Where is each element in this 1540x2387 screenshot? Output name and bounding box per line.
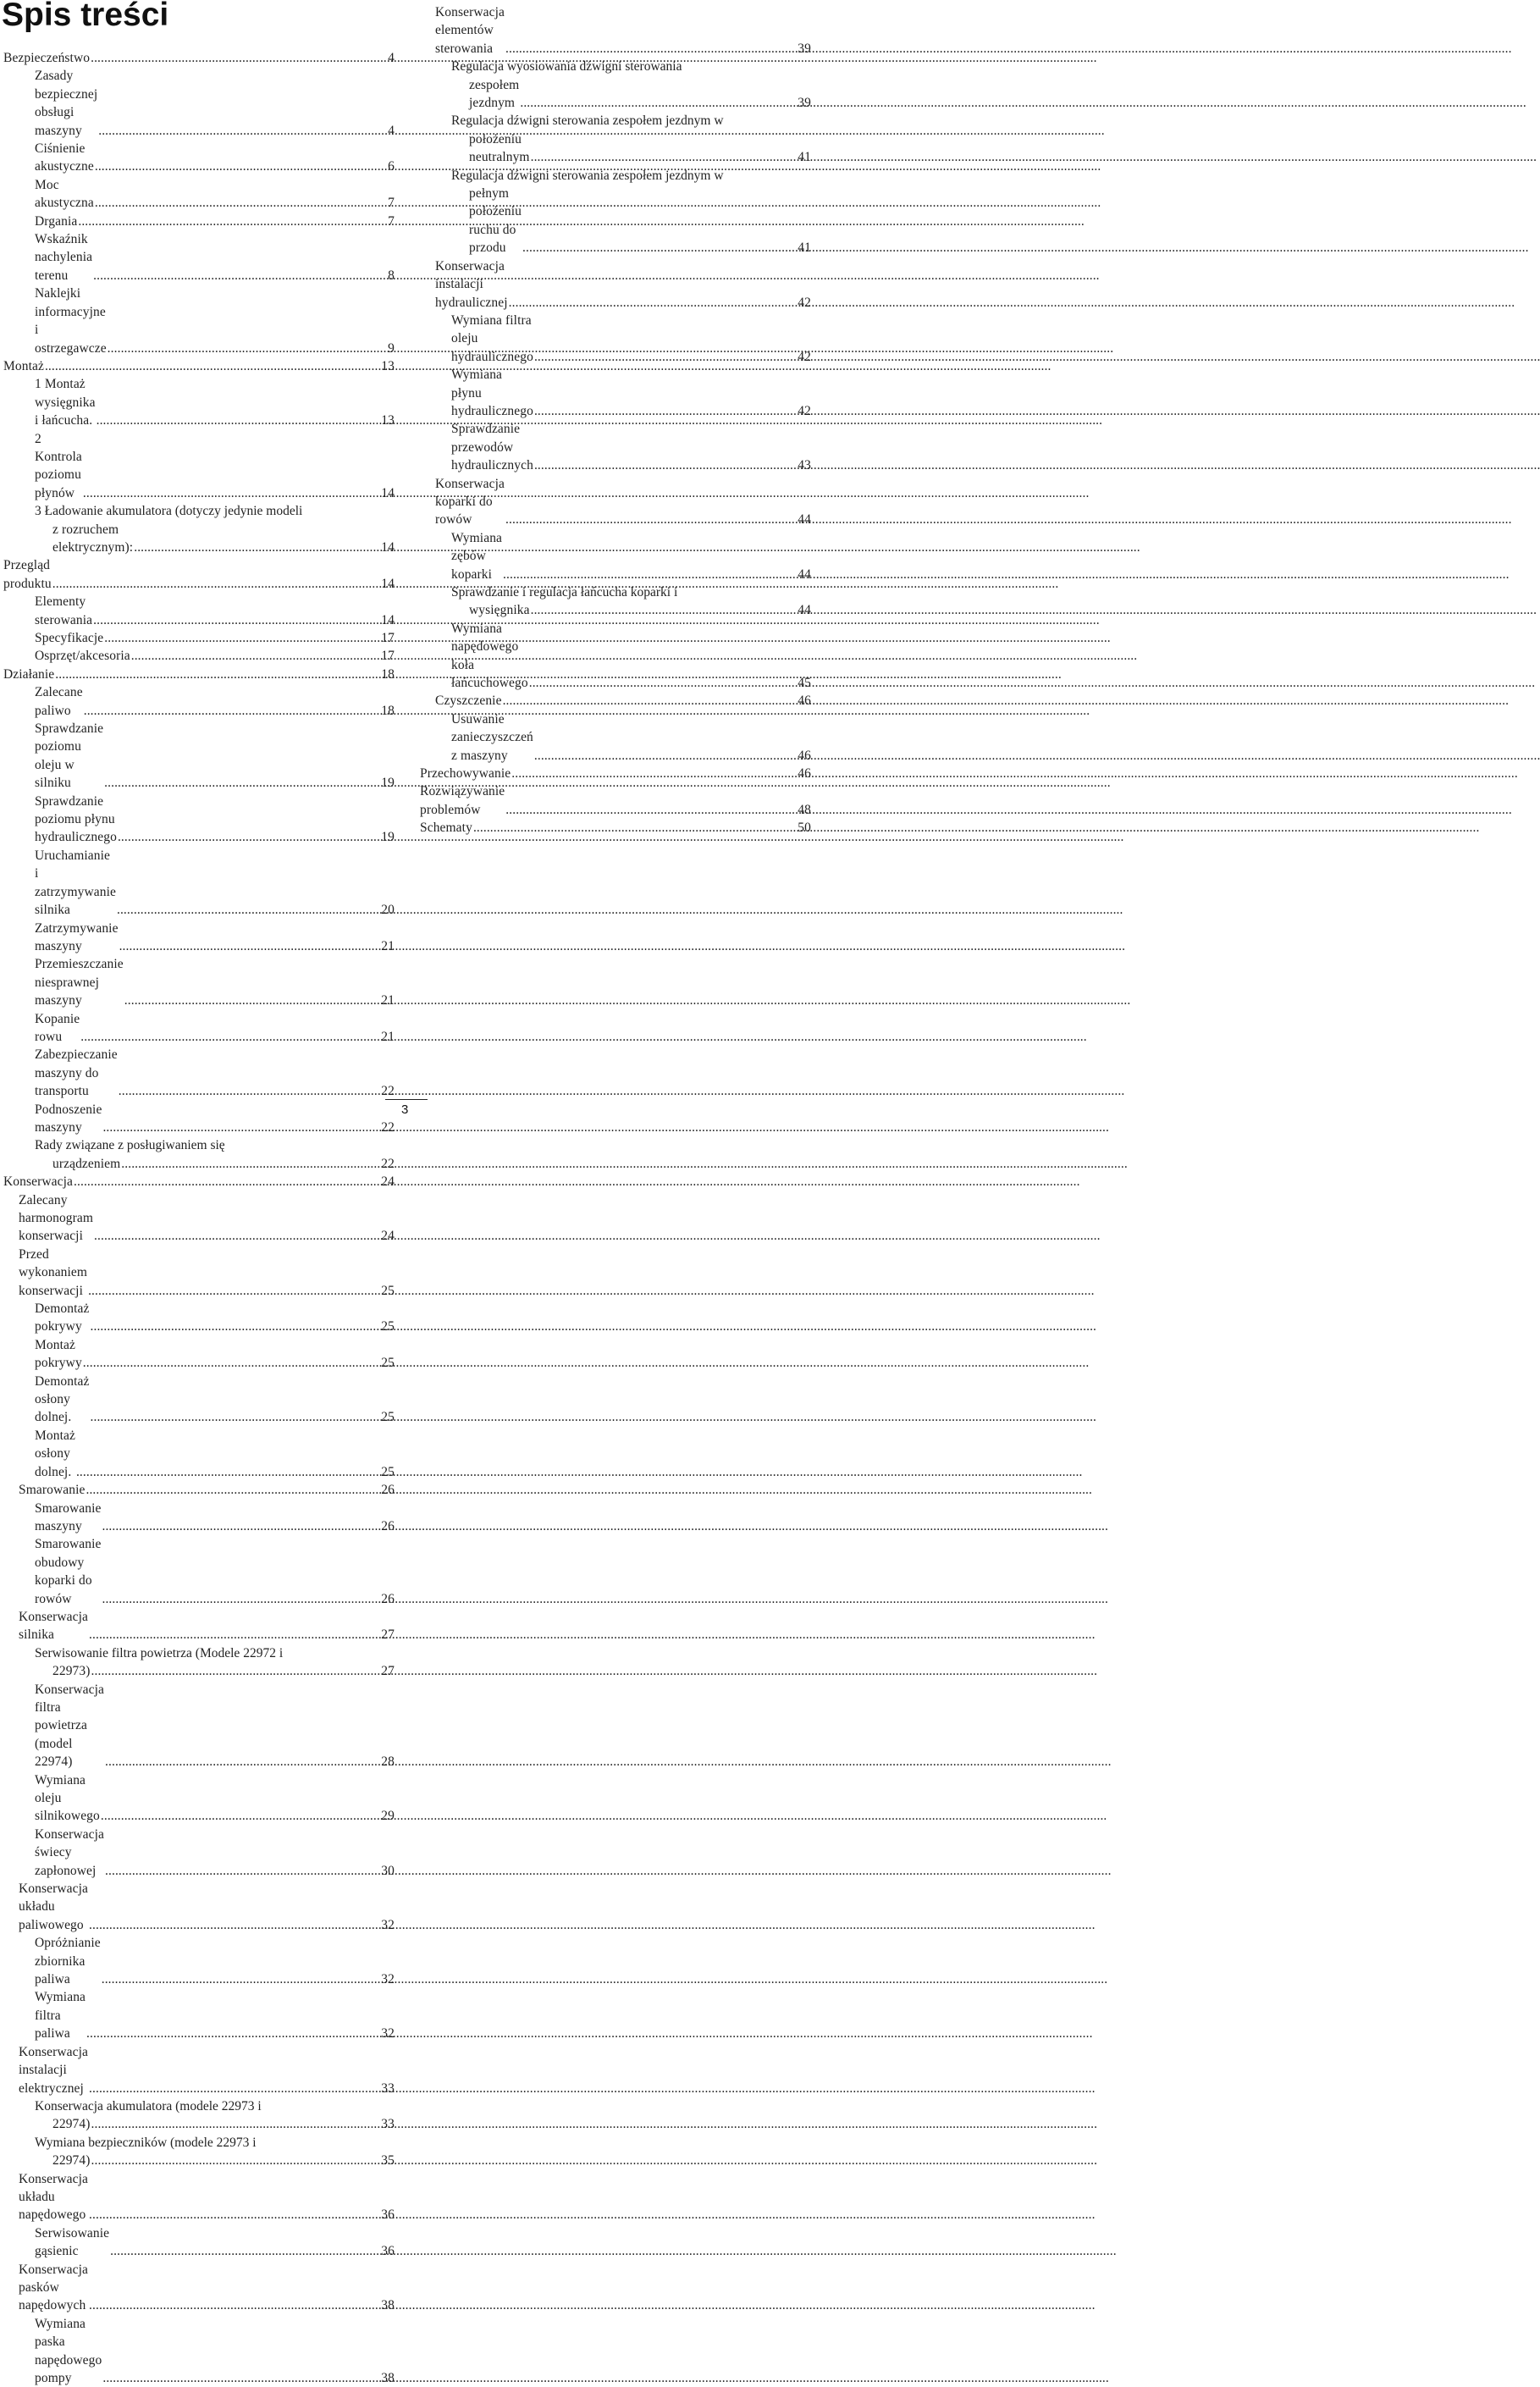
toc-dot-leader (94, 1227, 380, 1245)
toc-entry-title: Regulacja dźwigni sterowania zespołem jezdnym w (451, 113, 724, 129)
toc-entry-continuation (35, 2115, 395, 2133)
toc-dot-leader (91, 2152, 381, 2169)
toc-entry[interactable] (3, 1246, 395, 1300)
toc-page-number: 22 (381, 1119, 395, 1135)
toc-page-number: 25 (381, 1410, 395, 1425)
toc-dot-leader (118, 828, 380, 846)
toc-dot-leader (78, 213, 387, 230)
toc-entry-title: Wymiana bezpieczników (modele 22973 i (35, 2135, 257, 2150)
toc-page-number: 19 (381, 776, 395, 791)
toc-entry[interactable] (3, 593, 395, 629)
toc-entry[interactable] (3, 2261, 395, 2315)
toc-page-number: 14 (381, 576, 395, 591)
toc-entry[interactable] (3, 1535, 395, 1608)
toc-entry[interactable] (420, 819, 811, 837)
toc-dot-leader (534, 402, 797, 420)
toc-entry[interactable] (3, 176, 395, 213)
toc-entry[interactable] (3, 647, 395, 665)
toc-page-number: 39 (798, 41, 811, 56)
toc-dot-leader (509, 294, 798, 312)
toc-entry-title: Smarowanie (19, 1483, 86, 1498)
toc-dot-leader (534, 747, 797, 765)
toc-dot-leader (91, 49, 387, 67)
toc-page-number: 7 (388, 196, 395, 211)
toc-entry-title: Sprawdzanie przewodów hydraulicznych (451, 422, 533, 473)
toc-dot-leader (89, 2296, 380, 2314)
toc-entry-title: Rady związane z posługiwaniem się (35, 1138, 225, 1153)
toc-dot-leader (529, 674, 798, 692)
toc-entry[interactable] (3, 2224, 395, 2261)
toc-entry-title: Działanie (3, 666, 55, 682)
toc-entry[interactable] (420, 3, 811, 58)
toc-entry-continuation (35, 1662, 395, 1680)
toc-dot-leader (105, 1862, 380, 1880)
toc-entry-title: Wymiana filtra paliwa (35, 1990, 90, 2042)
toc-entry[interactable] (3, 683, 395, 720)
toc-dot-leader (124, 992, 381, 1009)
toc-page-number: 13 (381, 413, 395, 428)
toc-dot-leader (531, 601, 798, 619)
toc-entry-title-cont: położeniu neutralnym (469, 131, 530, 165)
toc-dot-leader (534, 348, 797, 366)
toc-entry-title-cont: 22973) (52, 1664, 91, 1679)
toc-entry-title: Montaż (3, 358, 44, 373)
toc-entry-title: Usuwanie zanieczyszczeń z maszyny (451, 711, 537, 763)
toc-page-number: 22 (381, 1084, 395, 1099)
toc-dot-leader (503, 692, 798, 710)
toc-page-number: 25 (381, 1319, 395, 1334)
toc-page-number: 50 (798, 821, 811, 836)
toc-entry-continuation (35, 2152, 395, 2169)
toc-page-number: 26 (381, 1591, 395, 1606)
toc-page-number: 46 (798, 693, 811, 709)
toc-entry[interactable] (3, 1173, 395, 1191)
toc-entry[interactable] (3, 213, 395, 230)
toc-dot-leader (55, 666, 380, 683)
toc-entry[interactable] (3, 1880, 395, 1934)
toc-entry-title: Sprawdzanie i regulacja łańcucha koparki i (451, 585, 678, 600)
toc-entry[interactable] (3, 1771, 395, 1826)
toc-entry-continuation (35, 1155, 395, 1173)
toc-entry-title: Zalecane paliwo (35, 685, 86, 718)
toc-entry-title: Przechowywanie (420, 766, 511, 782)
toc-entry[interactable] (420, 765, 811, 782)
toc-entry[interactable] (3, 1136, 395, 1173)
toc-entry-title: Konserwacja filtra powietrza (model 22974) (35, 1682, 108, 1770)
toc-entry-title: Czyszczenie (435, 693, 502, 709)
toc-page-number: 18 (381, 666, 395, 682)
toc-page-number: 46 (798, 766, 811, 782)
toc-dot-leader (102, 1590, 380, 1608)
toc-entry[interactable] (3, 1934, 395, 1988)
toc-page-number: 45 (798, 676, 811, 691)
toc-entry[interactable] (420, 692, 811, 710)
toc-entry[interactable] (420, 257, 811, 312)
footer-rule (385, 1099, 428, 1100)
toc-page-number: 14 (381, 485, 395, 500)
toc-entry[interactable] (420, 782, 811, 819)
toc-entry-title: Osprzęt/akcesoria (35, 649, 130, 664)
toc-dot-leader (84, 702, 381, 720)
toc-dot-leader (134, 539, 380, 556)
toc-entry-title: Przemieszczanie niesprawnej maszyny (35, 957, 127, 1008)
toc-entry[interactable] (420, 58, 811, 112)
toc-page-number: 8 (388, 268, 395, 283)
toc-entry[interactable] (3, 1500, 395, 1536)
toc-entry-title: Bezpieczeństwo (3, 51, 91, 65)
toc-dot-leader (104, 629, 380, 647)
toc-page-number: 22 (381, 1156, 395, 1171)
toc-entry-title: Moc akustyczna (35, 177, 94, 211)
toc-dot-leader (45, 357, 380, 375)
toc-entry-title-cont: zespołem jezdnym (469, 77, 523, 111)
toc-entry-title: Demontaż pokrywy (35, 1301, 93, 1334)
toc-entry-title: Montaż pokrywy (35, 1337, 82, 1371)
toc-dot-leader (86, 2025, 380, 2042)
toc-dot-leader (95, 194, 387, 212)
toc-dot-leader (102, 1970, 381, 1988)
toc-page-number: 39 (798, 96, 811, 111)
toc-entry-title: Regulacja wyosiowania dźwigni sterowania (451, 59, 682, 75)
toc-page-number: 17 (381, 631, 395, 645)
toc-page-number: 21 (381, 938, 395, 953)
toc-entry-title-cont: z rozruchem elektrycznym): (52, 522, 134, 555)
toc-dot-leader (511, 765, 797, 782)
toc-entry-title: Wymiana oleju silnikowego (35, 1772, 100, 1824)
toc-dot-leader (52, 575, 381, 593)
toc-entry[interactable] (3, 1988, 395, 2042)
toc-entry[interactable] (3, 720, 395, 793)
toc-page-number: 48 (798, 802, 811, 817)
toc-entry-title: Wymiana filtra oleju hydraulicznego (451, 312, 535, 364)
toc-entry-title: Uruchamianie i zatrzymywanie silnika (35, 848, 119, 918)
toc-dot-leader (91, 2115, 381, 2133)
toc-dot-leader (503, 566, 797, 583)
toc-entry[interactable] (3, 67, 395, 140)
toc-page-number: 20 (381, 903, 395, 918)
toc-entry-title: Zatrzymywanie maszyny (35, 920, 122, 953)
toc-dot-leader (102, 2369, 380, 2387)
toc-entry[interactable] (3, 1336, 395, 1373)
toc-entry[interactable] (3, 230, 395, 285)
toc-dot-leader (83, 1354, 381, 1372)
toc-entry[interactable] (3, 1373, 395, 1427)
toc-entry-title: Zalecany harmonogram konserwacji (19, 1192, 97, 1244)
toc-dot-leader (91, 1662, 381, 1680)
toc-entry[interactable] (3, 502, 395, 556)
toc-entry-title: Ciśnienie akustyczne (35, 141, 94, 174)
toc-entry-continuation (451, 185, 811, 257)
toc-entry-title: Kopanie rowu (35, 1011, 84, 1044)
toc-page-number: 25 (381, 1464, 395, 1479)
toc-page-number: 46 (798, 748, 811, 763)
toc-entry-title: Demontaż osłony dolnej. (35, 1373, 93, 1425)
toc-entry[interactable] (420, 420, 811, 474)
toc-entry[interactable] (3, 2043, 395, 2097)
toc-page-number: 32 (381, 1917, 395, 1932)
toc-dot-leader (98, 122, 387, 140)
toc-entry-title: Konserwacja świecy zapłonowej (35, 1826, 108, 1878)
toc-page-number: 43 (798, 458, 811, 473)
toc-entry-title: Konserwacja koparki do rowów (435, 476, 508, 528)
toc-dot-leader (97, 412, 381, 429)
toc-entry-title: Wymiana napędowego koła łańcuchowego (451, 621, 528, 691)
toc-dot-leader (104, 774, 380, 792)
toc-entry-title: Wymiana płynu hydraulicznego (451, 367, 533, 418)
toc-entry[interactable] (3, 556, 395, 593)
toc-page-number: 17 (381, 649, 395, 664)
toc-entry[interactable] (3, 1644, 395, 1681)
toc-page-number: 27 (381, 1627, 395, 1643)
toc-entry-title: Konserwacja silnika (19, 1609, 91, 1643)
toc-entry[interactable] (420, 710, 811, 765)
toc-entry-title-cont: 22974) (52, 2117, 91, 2132)
toc-dot-leader (117, 901, 380, 919)
toc-entry-continuation (35, 521, 395, 557)
toc-dot-leader (74, 1173, 380, 1191)
toc-entry-title: 2 Kontrola poziomu płynów (35, 431, 86, 500)
toc-entry[interactable] (3, 2097, 395, 2134)
toc-dot-leader (520, 94, 797, 112)
toc-page-number: 25 (381, 1356, 395, 1371)
toc-entry[interactable] (3, 1608, 395, 1644)
toc-entry[interactable] (3, 847, 395, 920)
toc-dot-leader (505, 801, 797, 819)
toc-page-number: 30 (381, 1863, 395, 1878)
toc-left-column (3, 49, 395, 2387)
toc-dot-leader (531, 148, 798, 166)
toc-entry-title: Smarowanie obudowy koparki do rowów (35, 1537, 105, 1606)
toc-entry-title: Schematy (420, 821, 472, 836)
toc-entry-title: Regulacja dźwigni sterowania zespołem jezdnym w (451, 168, 724, 183)
toc-dot-leader (89, 1626, 380, 1644)
toc-page-number: 38 (381, 2371, 395, 2385)
toc-entry-title: Elementy sterowania (35, 594, 93, 627)
toc-entry-title: 3 Ładowanie akumulatora (dotyczy jedynie modeli (35, 504, 303, 519)
toc-page-number: 14 (381, 612, 395, 627)
toc-entry-title: Opróżnianie zbiornika paliwa (35, 1936, 104, 1987)
toc-entry[interactable] (3, 140, 395, 176)
toc-page-number: 4 (388, 123, 395, 138)
toc-entry-title: Sprawdzanie poziomu płynu hydraulicznego (35, 793, 119, 845)
toc-page-number: 14 (381, 539, 395, 555)
toc-entry-title: Przegląd produktu (3, 558, 54, 591)
toc-entry[interactable] (3, 666, 395, 683)
toc-entry[interactable] (3, 793, 395, 847)
toc-entry[interactable] (3, 1191, 395, 1246)
page-number: 3 (401, 1102, 409, 1117)
toc-entry[interactable] (3, 920, 395, 956)
toc-page-number: 19 (381, 830, 395, 845)
toc-entry[interactable] (3, 1101, 395, 1137)
toc-dot-leader (473, 819, 797, 837)
toc-dot-leader (119, 1082, 381, 1100)
toc-page-number: 41 (798, 150, 811, 165)
toc-page-number: 25 (381, 1283, 395, 1298)
toc-entry[interactable] (3, 1681, 395, 1771)
toc-page-number: 6 (388, 159, 395, 174)
toc-page-number: 26 (381, 1483, 395, 1498)
toc-entry-title-cont: wysięgnika (469, 603, 530, 618)
toc-entry[interactable] (3, 2170, 395, 2224)
toc-page-number: 44 (798, 566, 811, 582)
toc-entry-title: Podnoszenie maszyny (35, 1102, 106, 1135)
toc-entry-title: Przed wykonaniem konserwacji (19, 1246, 91, 1298)
toc-entry-title: Rozwiązywanie problemów (420, 784, 509, 817)
toc-entry-continuation (451, 130, 811, 167)
toc-dot-leader (119, 937, 381, 955)
toc-entry-title: Konserwacja (3, 1174, 74, 1190)
toc-page-number: 9 (388, 340, 395, 356)
toc-entry[interactable] (3, 629, 395, 647)
toc-entry[interactable] (3, 1427, 395, 1481)
toc-entry-title: Konserwacja instalacji hydraulicznej (435, 258, 508, 310)
toc-page-number: 27 (381, 1664, 395, 1679)
toc-entry-title: Zabezpieczanie maszyny do transportu (35, 1047, 121, 1099)
toc-entry-title: Sprawdzanie poziomu oleju w silniku (35, 721, 108, 791)
toc-dot-leader (505, 511, 797, 528)
toc-dot-leader (93, 611, 380, 629)
toc-entry-title-cont: pełnym położeniu ruchu do przodu (469, 186, 526, 256)
toc-page-number: 4 (388, 51, 395, 65)
toc-entry[interactable] (3, 430, 395, 503)
toc-dot-leader (101, 1807, 380, 1825)
toc-dot-leader (102, 1119, 380, 1136)
toc-dot-leader (91, 1318, 381, 1335)
page-title: Spis treści (2, 0, 169, 33)
toc-dot-leader (83, 484, 380, 502)
toc-entry-title: Specyfikacje (35, 631, 104, 645)
toc-entry-title: Serwisowanie filtra powietrza (Modele 22972 i (35, 1645, 284, 1660)
toc-dot-leader (131, 647, 381, 665)
toc-page-number: 29 (381, 1809, 395, 1824)
toc-entry[interactable] (3, 375, 395, 429)
toc-entry-title: 1 Montaż wysięgnika i łańcucha. (35, 377, 99, 428)
toc-dot-leader (89, 2206, 380, 2224)
toc-entry[interactable] (3, 285, 395, 357)
toc-page-number: 42 (798, 403, 811, 418)
toc-entry-title: Wymiana zębów koparki (451, 530, 506, 582)
toc-entry-title: Drgania (35, 213, 78, 229)
toc-dot-leader (105, 1753, 380, 1771)
toc-entry[interactable] (420, 366, 811, 420)
toc-entry-title: Naklejki informacyjne i ostrzegawcze (35, 286, 109, 356)
toc-page-number: 41 (798, 240, 811, 256)
toc-entry[interactable] (3, 955, 395, 1009)
toc-dot-leader (505, 40, 797, 58)
toc-page-number: 28 (381, 1754, 395, 1770)
toc-page-number: 35 (381, 2153, 395, 2169)
toc-entry[interactable] (3, 1300, 395, 1336)
toc-dot-leader (80, 1028, 380, 1046)
toc-entry[interactable] (3, 49, 395, 67)
toc-page-number: 44 (798, 603, 811, 618)
toc-page-number: 13 (381, 358, 395, 373)
toc-entry-title-cont: 22974) (52, 2153, 91, 2169)
toc-entry-title: Konserwacja układu napędowego (19, 2171, 91, 2223)
toc-dot-leader (89, 2080, 380, 2097)
toc-entry-title: Serwisowanie gąsienic (35, 2225, 113, 2259)
toc-entry[interactable] (420, 475, 811, 529)
toc-entry[interactable] (3, 1010, 395, 1047)
toc-dot-leader (86, 1481, 380, 1499)
toc-page-number: 36 (381, 2244, 395, 2259)
toc-entry[interactable] (3, 2134, 395, 2170)
toc-entry-title: Wymiana paska napędowego pompy (35, 2316, 106, 2385)
toc-entry[interactable] (3, 1826, 395, 1880)
toc-entry-title: Montaż osłony dolnej. (35, 1428, 79, 1479)
toc-page-number: 33 (381, 2117, 395, 2132)
toc-entry-title: Konserwacja akumulatora (modele 22973 i (35, 2098, 262, 2113)
toc-entry[interactable] (3, 1481, 395, 1499)
toc-entry[interactable] (3, 357, 395, 375)
toc-dot-leader (102, 1517, 380, 1535)
toc-dot-leader (88, 1282, 380, 1300)
toc-dot-leader (110, 2242, 380, 2260)
toc-dot-leader (95, 157, 387, 175)
toc-dot-leader (121, 1155, 380, 1173)
toc-entry[interactable] (3, 2315, 395, 2387)
toc-page-number: 33 (381, 2080, 395, 2096)
toc-page-number: 18 (381, 703, 395, 718)
toc-page-number: 32 (381, 1972, 395, 1987)
toc-entry-title: Zasady bezpiecznej obsługi maszyny (35, 69, 102, 138)
toc-entry-continuation (451, 601, 811, 619)
toc-page-number: 42 (798, 295, 811, 310)
toc-page-number: 7 (388, 213, 395, 229)
toc-page-number: 26 (381, 1518, 395, 1533)
toc-dot-leader (93, 267, 387, 285)
toc-page-number: 44 (798, 512, 811, 528)
toc-dot-leader (89, 1916, 380, 1934)
toc-entry[interactable] (420, 167, 811, 257)
toc-entry-continuation (451, 76, 811, 113)
toc-entry[interactable] (3, 1046, 395, 1100)
toc-page-number: 21 (381, 993, 395, 1008)
toc-page-number: 21 (381, 1029, 395, 1044)
toc-entry-title-cont: urządzeniem (52, 1156, 121, 1171)
toc-entry[interactable] (420, 312, 811, 366)
toc-dot-leader (76, 1463, 380, 1481)
toc-dot-leader (522, 239, 797, 257)
toc-page-number: 38 (381, 2298, 395, 2313)
toc-entry-title: Konserwacja instalacji elektrycznej (19, 2044, 91, 2096)
toc-entry-title: Smarowanie maszyny (35, 1500, 105, 1533)
toc-page-number: 24 (381, 1174, 395, 1190)
toc-entry[interactable] (420, 112, 811, 166)
toc-dot-leader (91, 1408, 381, 1426)
toc-entry-title: Wskaźnik nachylenia terenu (35, 232, 97, 283)
toc-page-number: 42 (798, 349, 811, 364)
toc-entry-title: Konserwacja układu paliwowego (19, 1881, 91, 1932)
toc-page-number: 36 (381, 2207, 395, 2223)
toc-entry[interactable] (420, 620, 811, 693)
toc-right-column (420, 3, 811, 837)
toc-entry[interactable] (420, 583, 811, 620)
toc-entry-title: Konserwacja pasków napędowych (19, 2262, 91, 2313)
toc-entry[interactable] (420, 529, 811, 583)
toc-dot-leader (108, 340, 387, 357)
toc-dot-leader (534, 456, 797, 474)
toc-page-number: 24 (381, 1229, 395, 1244)
toc-entry-title: Konserwacja elementów sterowania (435, 5, 508, 56)
toc-page-number: 32 (381, 2026, 395, 2042)
